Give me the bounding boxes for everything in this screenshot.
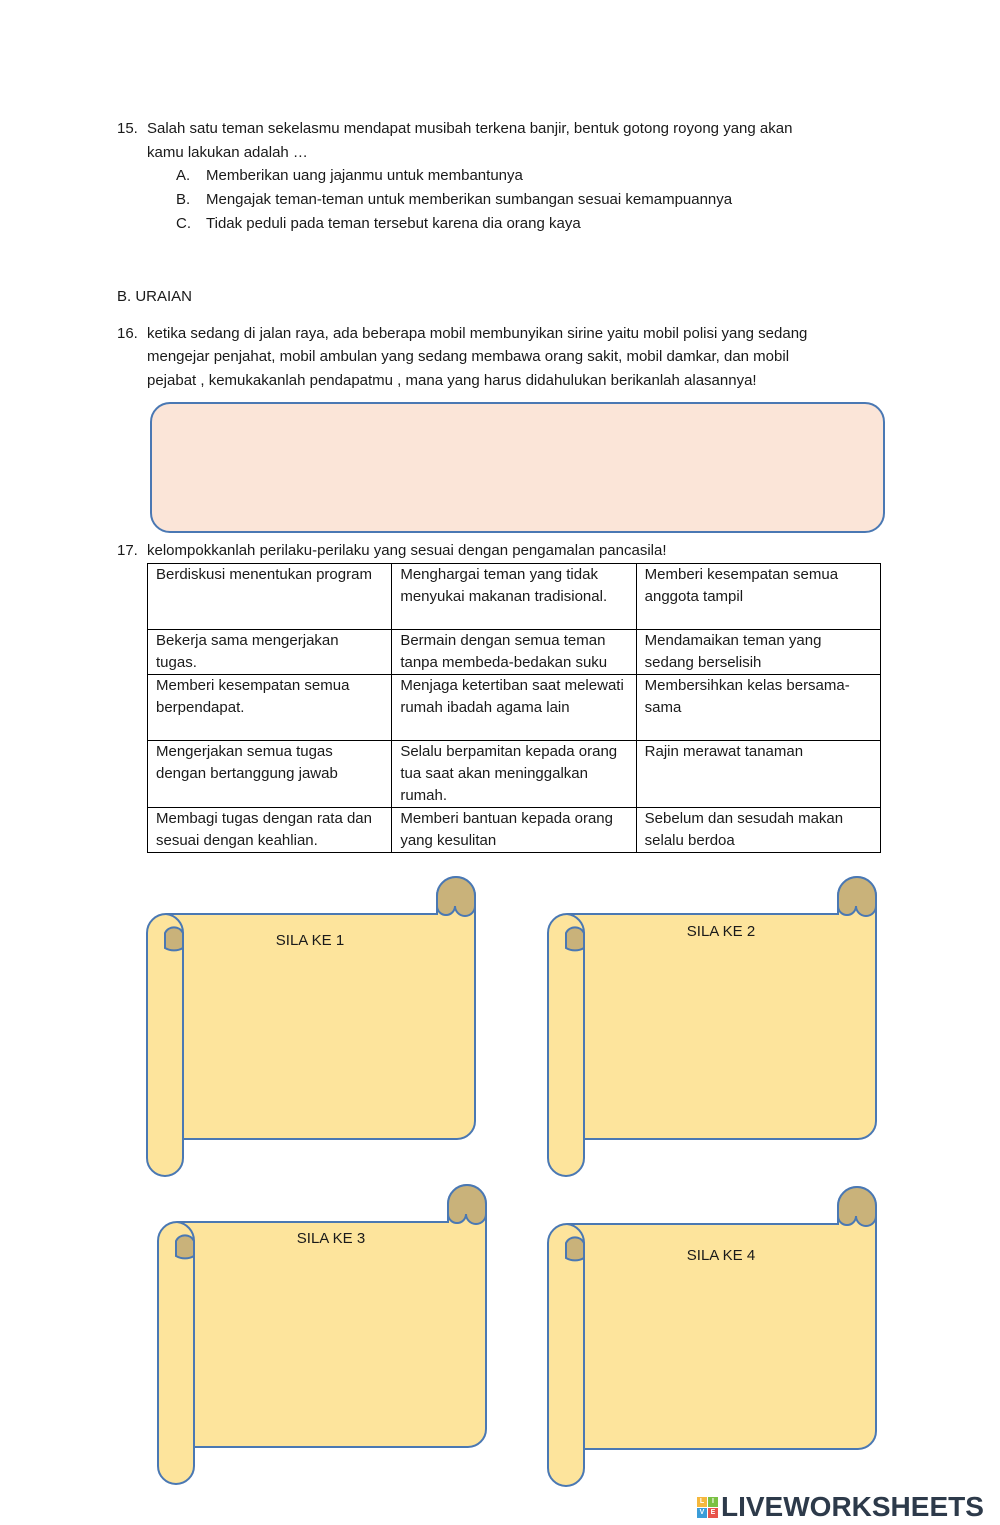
answer-textbox[interactable] <box>150 402 885 533</box>
section-heading: B. URAIAN <box>117 288 193 305</box>
logo-letter: I <box>708 1497 718 1507</box>
behaviour-card[interactable]: Membersihkan kelas bersama-sama <box>636 675 880 741</box>
question-text: kelompokkanlah perilaku-perilaku yang sesuai dengan pengamalan pancasila! <box>147 542 667 559</box>
table-row <box>148 741 881 808</box>
scroll-shape-icon <box>145 876 477 1178</box>
behaviour-card[interactable]: Rajin merawat tanaman <box>636 741 880 808</box>
behaviour-card[interactable]: Selalu berpamitan kepada orang tua saat akan meninggalkan rumah. <box>392 741 636 808</box>
scroll-title: SILA KE 1 <box>275 932 345 949</box>
question-text-line: mengejar penjahat, mobil ambulan yang sedang membawa orang sakit, mobil damkar, dan mobil <box>147 348 790 365</box>
question-text-line: ketika sedang di jalan raya, ada beberapa mobil membunyikan sirine yaitu mobil polisi yang sedang <box>147 325 808 342</box>
behaviour-card[interactable]: Memberi kesempatan semua anggota tampil <box>636 564 880 630</box>
behaviour-card[interactable]: Sebelum dan sesudah makan selalu berdoa <box>636 808 880 853</box>
behaviour-card[interactable]: Menjaga ketertiban saat melewati rumah ibadah agama lain <box>392 675 636 741</box>
question-text-line: kamu lakukan adalah … <box>147 144 308 161</box>
drop-zone-sila-1[interactable] <box>145 876 477 1178</box>
behaviour-card[interactable]: Mendamaikan teman yang sedang berselisih <box>636 630 880 675</box>
question-number: 15. <box>117 120 138 137</box>
behaviour-table <box>147 563 881 853</box>
logo-letter: L <box>697 1497 707 1507</box>
option-a[interactable]: Memberikan uang jajanmu untuk membantunya <box>206 167 523 184</box>
scroll-title: SILA KE 4 <box>686 1247 756 1264</box>
scroll-title: SILA KE 2 <box>686 923 756 940</box>
question-text-line: Salah satu teman sekelasmu mendapat musibah terkena banjir, bentuk gotong royong yang akan <box>147 120 793 137</box>
behaviour-card[interactable]: Bermain dengan semua teman tanpa membeda-bedakan suku <box>392 630 636 675</box>
option-c[interactable]: Tidak peduli pada teman tersebut karena dia orang kaya <box>206 215 581 232</box>
drop-zone-sila-2[interactable] <box>546 876 878 1178</box>
behaviour-card[interactable]: Membagi tugas dengan rata dan sesuai dengan keahlian. <box>148 808 392 853</box>
question-text-line: pejabat , kemukakanlah pendapatmu , mana yang harus didahulukan berikanlah alasannya! <box>147 372 757 389</box>
behaviour-card[interactable]: Memberi bantuan kepada orang yang kesulitan <box>392 808 636 853</box>
question-number: 17. <box>117 542 138 559</box>
option-letter-a: A. <box>176 167 191 184</box>
behaviour-card[interactable]: Berdiskusi menentukan program <box>148 564 392 630</box>
liveworksheets-logo <box>697 1490 984 1524</box>
option-letter-b: B. <box>176 191 191 208</box>
table-row <box>148 630 881 675</box>
table-row <box>148 808 881 853</box>
table-row <box>148 675 881 741</box>
logo-letter: V <box>697 1508 707 1518</box>
drop-zone-sila-4[interactable] <box>546 1186 878 1488</box>
logo-text: LIVEWORKSHEETS <box>721 1491 984 1522</box>
question-number: 16. <box>117 325 138 342</box>
logo-icon <box>697 1497 718 1518</box>
option-b[interactable]: Mengajak teman-teman untuk memberikan sumbangan sesuai kemampuannya <box>206 191 733 208</box>
drop-zone-sila-3[interactable] <box>156 1184 488 1486</box>
scroll-title: SILA KE 3 <box>296 1230 366 1247</box>
logo-letter: E <box>708 1508 718 1518</box>
table-row <box>148 564 881 630</box>
behaviour-card[interactable]: Mengerjakan semua tugas dengan bertanggung jawab <box>148 741 392 808</box>
behaviour-card[interactable]: Memberi kesempatan semua berpendapat. <box>148 675 392 741</box>
behaviour-card[interactable]: Bekerja sama mengerjakan tugas. <box>148 630 392 675</box>
option-letter-c: C. <box>176 215 191 232</box>
scroll-shape-icon <box>546 1186 878 1488</box>
behaviour-card[interactable]: Menghargai teman yang tidak menyukai makanan tradisional. <box>392 564 636 630</box>
